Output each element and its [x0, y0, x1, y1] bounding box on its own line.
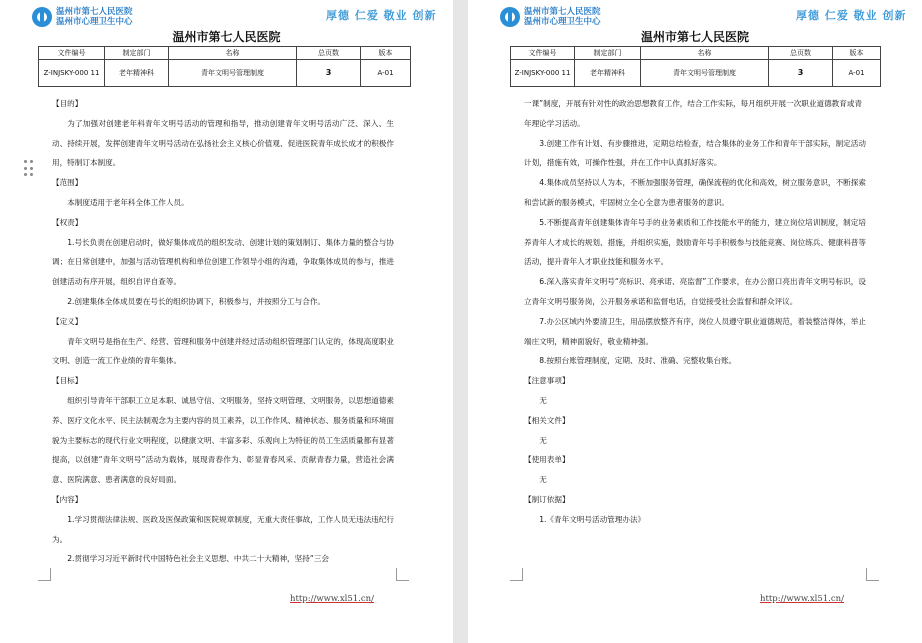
paragraph: 7.办公区域内外要清卫生，用品摆放整齐有序，岗位人员遵守职业道德规范，着装整洁得体，举止端庄文明，精神面貌好，敬业精神强。 — [524, 316, 866, 346]
section-heading: 【范围】 — [52, 178, 83, 188]
hospital-logo — [500, 5, 601, 29]
paragraph: 1.号长负责在创建启动时，做好集体成员的组织发动、创建计划的策划制订、集体力量的整合与协调；在日常创建中，加强与活动管理机构和单位创建工作领导小组的沟通，争取集体成员的参与，推进创建活动有序开展，组织自评自查等。 — [52, 237, 394, 287]
meta-header-file-no: 文件编号 — [39, 47, 105, 60]
paragraph: 5.不断提高青年创建集体青年号手的业务素质和工作技能水平的能力，建立岗位培训制度，制定培养青年人才成长的规划、措施，并组织实施，鼓励青年号手积极参与技能竞赛、岗位练兵、健康科普等活动，提升青年人才职业技能和服务水平。 — [524, 217, 866, 267]
meta-header-dept: 制定部门 — [105, 47, 169, 60]
paragraph: 组织引导青年干部职工立足本职、诚恳守信、文明服务，坚持文明管理、文明服务，以思想道德素养、医疗文化水平、民主法制观念为主要内容的员工素养，以工作作风、精神状态、服务质量和环境面貌为主要标志的现代行业文明程度，以健康文明、丰富多彩、乐观向上为特征的员工生活质量都有显著提高，以创建“青年文明号”活动为载体，展现青春作为、彰显青春风采、贡献青春力量，营造社会满意、医院满意、患者满意的良好局面。 — [52, 395, 394, 485]
hospital-logo — [32, 5, 133, 29]
document-meta-table — [38, 46, 411, 87]
page-gutter — [453, 0, 468, 643]
paragraph: 1.学习贯彻法律法规、医政及医保政策和医院规章制度，无重大责任事故，工作人员无违法违纪行为。 — [52, 514, 394, 544]
meta-header-file-no: 文件编号 — [511, 47, 575, 60]
hospital-title: 温州市第七人民医院 — [640, 30, 749, 44]
section-heading: 【目标】 — [52, 376, 83, 386]
logo-line-1: 温州市第七人民医院 — [56, 7, 133, 17]
paragraph: 8.按照台账管理制度，定期、及时、准确、完整收集台账。 — [539, 356, 737, 366]
paragraph: 无 — [539, 435, 547, 445]
paragraph: 3.创建工作有计划、有步骤推进，定期总结检查，结合集体的业务工作和青年干部实际，制定活动计划，措施有效，可操作性强，并在工作中认真抓好落实。 — [524, 138, 866, 168]
meta-header-version: 版本 — [833, 47, 881, 60]
logo-line-2: 温州市心理卫生中心 — [56, 17, 133, 27]
paragraph: 4.集体成员坚持以人为本，不断加强服务管理，确保流程的优化和高效，树立服务意识，不断探索和尝试新的服务模式，牢固树立全心全意为患者服务的意识。 — [524, 178, 866, 207]
paragraph: 一课”制度，开展有针对性的政治思想教育工作，结合工作实际，每月组织开展一次职业道德教育或青年理论学习活动。 — [524, 99, 863, 128]
meta-header-name: 名称 — [169, 47, 297, 60]
footer-link[interactable]: http://www.xl51.cn/ — [290, 594, 374, 604]
meta-value-file-no: Z-INJSKY-000 11 — [39, 60, 105, 87]
hospital-logo-icon — [32, 7, 52, 27]
paragraph: 6.深入落实青年文明号“亮标识、亮承诺、亮监督”工作要求，在办公窗口亮出青年文明号标识，设立青年文明号服务岗，公开服务承诺和监督电话，自觉接受社会监督和群众评议。 — [524, 277, 866, 306]
paragraph: 1.《青年文明号活动管理办法》 — [539, 514, 646, 524]
hospital-logo-icon — [500, 7, 520, 27]
logo-line-1: 温州市第七人民医院 — [524, 7, 601, 17]
meta-header-pages: 总页数 — [297, 47, 361, 60]
section-heading: 【使用表单】 — [524, 455, 570, 465]
section-heading: 【目的】 — [52, 99, 83, 108]
section-heading: 【权责】 — [52, 217, 83, 227]
crop-mark — [510, 568, 523, 581]
meta-header-dept: 制定部门 — [575, 47, 641, 60]
section-heading: 【定义】 — [52, 316, 83, 326]
footer-link[interactable]: http://www.xl51.cn/ — [760, 594, 844, 604]
document-page-1 — [0, 0, 453, 643]
drag-handle-icon[interactable] — [24, 160, 34, 178]
section-heading: 【相关文件】 — [524, 415, 570, 425]
meta-value-dept: 老年精神科 — [105, 60, 169, 87]
meta-value-name: 青年文明号管理制度 — [641, 60, 769, 87]
document-body-page-2 — [524, 94, 866, 530]
paragraph: 本制度适用于老年科全体工作人员。 — [67, 197, 189, 207]
crop-mark — [396, 568, 409, 581]
meta-value-pages: 3 — [297, 60, 361, 87]
document-meta-table — [510, 46, 881, 87]
paragraph: 为了加强对创建老年科青年文明号活动的管理和指导，推动创建青年文明号活动广泛、深入、生动、持续开展，发挥创建青年文明号活动在弘扬社会主义核心价值观、促进医院青年成长成才的积极作用，特制订本制度。 — [52, 118, 394, 168]
meta-header-name: 名称 — [641, 47, 769, 60]
meta-header-version: 版本 — [361, 47, 411, 60]
crop-mark — [38, 568, 51, 581]
meta-value-file-no: Z-INJSKY-000 11 — [511, 60, 575, 87]
paragraph: 无 — [539, 475, 547, 485]
meta-header-pages: 总页数 — [769, 47, 833, 60]
meta-value-version: A-01 — [361, 60, 411, 87]
meta-value-name: 青年文明号管理制度 — [169, 60, 297, 87]
paragraph: 青年文明号是指在生产、经营、管理和服务中创建并经过活动组织管理部门认定的，体现高度职业文明、创造一流工作业绩的青年集体。 — [52, 336, 394, 366]
paragraph: 2.创建集体全体成员要在号长的组织协调下，积极参与，并按照分工与合作。 — [67, 296, 326, 306]
section-heading: 【内容】 — [52, 494, 83, 504]
meta-value-pages: 3 — [769, 60, 833, 87]
paragraph: 无 — [539, 395, 547, 405]
section-heading: 【制订依据】 — [524, 494, 570, 504]
crop-mark — [866, 568, 879, 581]
hospital-slogan: 厚德 仁爱 敬业 创新 — [326, 9, 437, 22]
section-heading: 【注意事项】 — [524, 376, 570, 386]
hospital-title: 温州市第七人民医院 — [172, 30, 281, 44]
document-page-2 — [468, 0, 922, 643]
meta-value-dept: 老年精神科 — [575, 60, 641, 87]
meta-value-version: A-01 — [833, 60, 881, 87]
hospital-slogan: 厚德 仁爱 敬业 创新 — [796, 9, 907, 22]
paragraph: 2.贯彻学习习近平新时代中国特色社会主义思想、中共二十大精神，坚持“三会 — [67, 554, 329, 564]
logo-line-2: 温州市心理卫生中心 — [524, 17, 601, 27]
document-body-page-1 — [52, 94, 394, 569]
